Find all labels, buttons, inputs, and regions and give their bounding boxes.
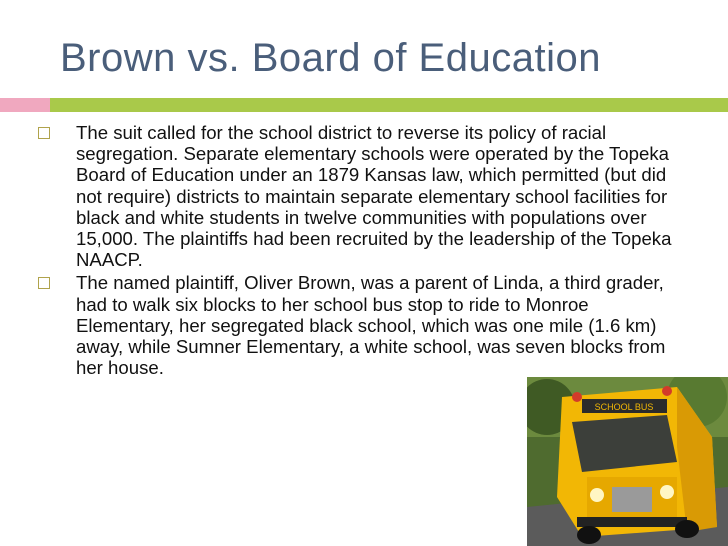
bullet-item: [38, 272, 688, 378]
title-rule: [50, 98, 728, 112]
school-bus-photo: [527, 377, 728, 546]
bullet-list: [38, 122, 688, 380]
bullet-text: The suit called for the school district to reverse its policy of racial segregation. Separate elementary schools were operated by the Topeka Board of Education under an 1879 Kansas law, which permitted (but did not require) districts to maintain separate elementary school facilities for black and white students in twelve communities with populations over 15,000. The plaintiffs had been recruited by the leadership of the Topeka NAACP.: [76, 122, 672, 271]
square-bullet-icon: [38, 127, 50, 139]
bus-sign-label: SCHOOL BUS: [594, 402, 654, 412]
title-rule-accent: [0, 98, 50, 112]
bullet-text: The named plaintiff, Oliver Brown, was a parent of Linda, a third grader, had to walk six blocks to her school bus stop to ride to Monroe Elementary, her segregated black school, which was one mile (1.6 km) away, while Sumner Elementary, a white school, was seven blocks from her house.: [76, 272, 666, 379]
bullet-item: [38, 122, 688, 270]
slide-title: Brown vs. Board of Education: [60, 36, 601, 80]
square-bullet-icon: [38, 277, 50, 289]
